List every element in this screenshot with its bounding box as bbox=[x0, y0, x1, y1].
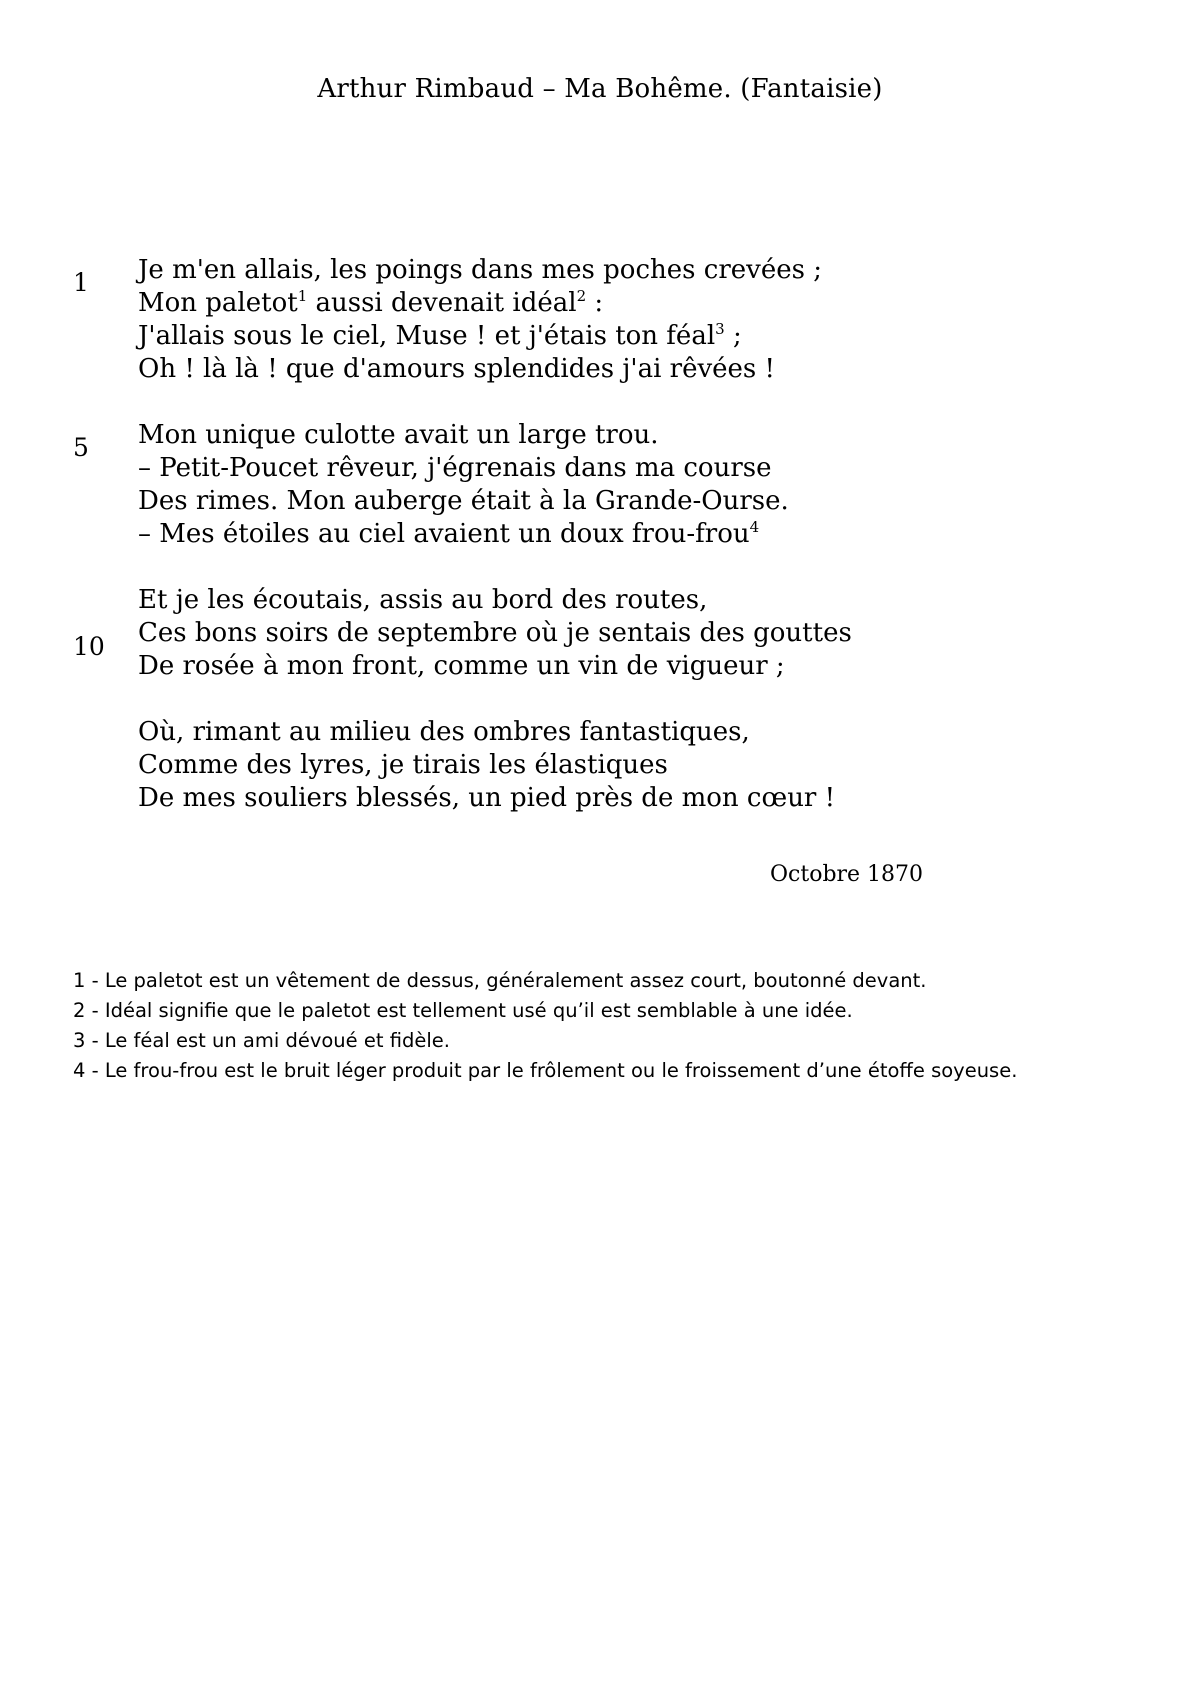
footnote-ref: 3 bbox=[715, 320, 725, 338]
footnote-4: 4 - Le frou-frou est le bruit léger produit par le frôlement ou le froissement d’une étoffe soyeuse. bbox=[73, 1059, 1018, 1082]
verse-line: – Mes étoiles au ciel avaient un doux frou-frou$^4$ bbox=[138, 518, 760, 549]
footnote-ref: 2 bbox=[576, 287, 587, 305]
stanza-1 bbox=[138, 254, 852, 386]
verse-line: Comme des lyres, je tirais les élastiques bbox=[138, 750, 668, 780]
line-number-5: 5 bbox=[73, 433, 89, 462]
stanza-4 bbox=[138, 716, 852, 815]
verse-line: Des rimes. Mon auberge était à la Grande-Ourse. bbox=[138, 486, 789, 516]
verse-line: De rosée à mon front, comme un vin de vigueur ; bbox=[138, 651, 785, 681]
verse-line: Je m'en allais, les poings dans mes poches crevées ; bbox=[138, 255, 822, 285]
poem-body bbox=[138, 254, 852, 815]
verse-line: Mon unique culotte avait un large trou. bbox=[138, 420, 659, 450]
verse-line: J'allais sous le ciel, Muse ! et j'étais ton féal$^3$ ; bbox=[138, 320, 742, 351]
footnotes bbox=[73, 966, 1093, 1086]
verse-line: De mes souliers blessés, un pied près de mon cœur ! bbox=[138, 783, 836, 813]
line-number-1: 1 bbox=[73, 268, 89, 297]
verse-line: Mon paletot$^1$ aussi devenait idéal$^2$ : bbox=[138, 287, 604, 318]
verse-line: – Petit-Poucet rêveur, j'égrenais dans ma course bbox=[138, 453, 772, 483]
verse-line: Et je les écoutais, assis au bord des routes, bbox=[138, 585, 708, 615]
footnote-ref: 4 bbox=[749, 518, 760, 536]
poem-title: Arthur Rimbaud – Ma Bohême. (Fantaisie) bbox=[317, 74, 883, 104]
verse-line: Ces bons soirs de septembre où je sentais des gouttes bbox=[138, 618, 852, 648]
footnote-1: 1 - Le paletot est un vêtement de dessus, généralement assez court, boutonné devant. bbox=[73, 969, 927, 992]
stanza-3 bbox=[138, 584, 852, 683]
verse-line: Où, rimant au milieu des ombres fantastiques, bbox=[138, 717, 750, 747]
verse-line: Oh ! là là ! que d'amours splendides j'ai rêvées ! bbox=[138, 354, 775, 384]
footnote-2: 2 - Idéal signifie que le paletot est tellement usé qu’il est semblable à une idée. bbox=[73, 999, 853, 1022]
footnote-3: 3 - Le féal est un ami dévoué et fidèle. bbox=[73, 1029, 450, 1052]
line-number-10: 10 bbox=[73, 632, 105, 661]
footnote-ref: 1 bbox=[297, 287, 308, 305]
stanza-2 bbox=[138, 419, 852, 551]
poem-date: Octobre 1870 bbox=[770, 862, 924, 887]
